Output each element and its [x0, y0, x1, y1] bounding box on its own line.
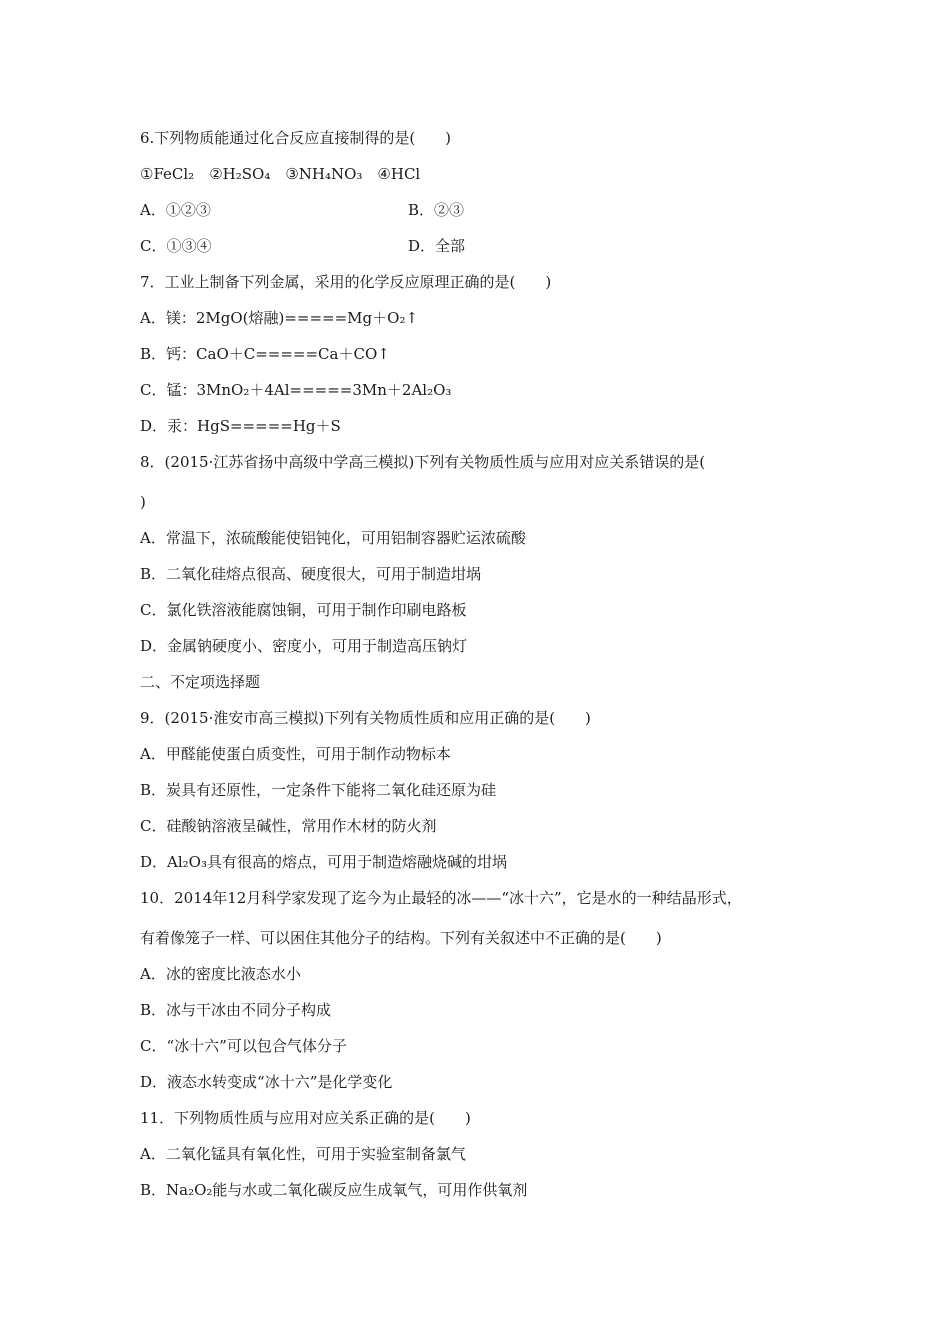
q10-stem-line2: 有着像笼子一样、可以困住其他分子的结构。下列有关叙述中不正确的是( ): [140, 929, 662, 947]
q9-stem: 9．(2015·淮安市高三模拟)下列有关物质性质和应用正确的是( ): [140, 709, 591, 727]
q10-option-a: A．冰的密度比液态水小: [140, 965, 301, 983]
q9-option-b: B．炭具有还原性，一定条件下能将二氧化硅还原为硅: [140, 781, 497, 799]
q8-option-a: A．常温下，浓硫酸能使铝钝化，可用铝制容器贮运浓硫酸: [140, 529, 526, 547]
q7-option-a: A．镁：2MgO(熔融)=====Mg＋O₂↑: [140, 309, 419, 327]
q8-stem-line1: 8．(2015·江苏省扬中高级中学高三模拟)下列有关物质性质与应用对应关系错误的是(: [140, 453, 706, 471]
q7-option-b: B．钙：CaO＋C=====Ca＋CO↑: [140, 345, 390, 363]
q9-option-d: D．Al₂O₃具有很高的熔点，可用于制造熔融烧碱的坩埚: [140, 853, 507, 871]
section-heading: 二、不定项选择题: [140, 673, 261, 691]
q8-option-b: B．二氧化硅熔点很高、硬度很大，可用于制造坩埚: [140, 565, 482, 583]
q10-stem-line1: 10．2014年12月科学家发现了迄今为止最轻的冰——“冰十六”，它是水的一种结晶形式，: [140, 889, 742, 907]
q8-stem-line2: ): [140, 493, 146, 511]
q6-option-d: D．全部: [408, 237, 466, 255]
q8-option-c: C．氯化铁溶液能腐蚀铜，可用于制作印刷电路板: [140, 601, 467, 619]
q11-option-a: A．二氧化锰具有氧化性，可用于实验室制备氯气: [140, 1145, 466, 1163]
q6-stem: 6.下列物质能通过化合反应直接制得的是( ): [140, 129, 452, 147]
q10-option-c: C．“冰十六”可以包合气体分子: [140, 1037, 347, 1055]
q8-option-d: D．金属钠硬度小、密度小，可用于制造高压钠灯: [140, 637, 468, 655]
q10-option-b: B．冰与干冰由不同分子构成: [140, 1001, 332, 1019]
q6-option-c: C．①③④: [140, 237, 212, 255]
q11-stem: 11．下列物质性质与应用对应关系正确的是( ): [140, 1109, 471, 1127]
q11-option-b: B．Na₂O₂能与水或二氧化碳反应生成氧气，可用作供氧剂: [140, 1181, 528, 1199]
q7-option-c: C．锰：3MnO₂＋4Al=====3Mn＋2Al₂O₃: [140, 381, 452, 399]
q6-option-b: B．②③: [408, 201, 465, 219]
q9-option-a: A．甲醛能使蛋白质变性，可用于制作动物标本: [140, 745, 451, 763]
q7-stem: 7．工业上制备下列金属，采用的化学反应原理正确的是( ): [140, 273, 552, 291]
q6-items: ①FeCl₂ ②H₂SO₄ ③NH₄NO₃ ④HCl: [140, 165, 421, 183]
q9-option-c: C．硅酸钠溶液呈碱性，常用作木材的防火剂: [140, 817, 437, 835]
q6-option-a: A．①②③: [140, 201, 211, 219]
q10-option-d: D．液态水转变成“冰十六”是化学变化: [140, 1073, 393, 1091]
q7-option-d: D．汞：HgS=====Hg＋S: [140, 417, 341, 435]
